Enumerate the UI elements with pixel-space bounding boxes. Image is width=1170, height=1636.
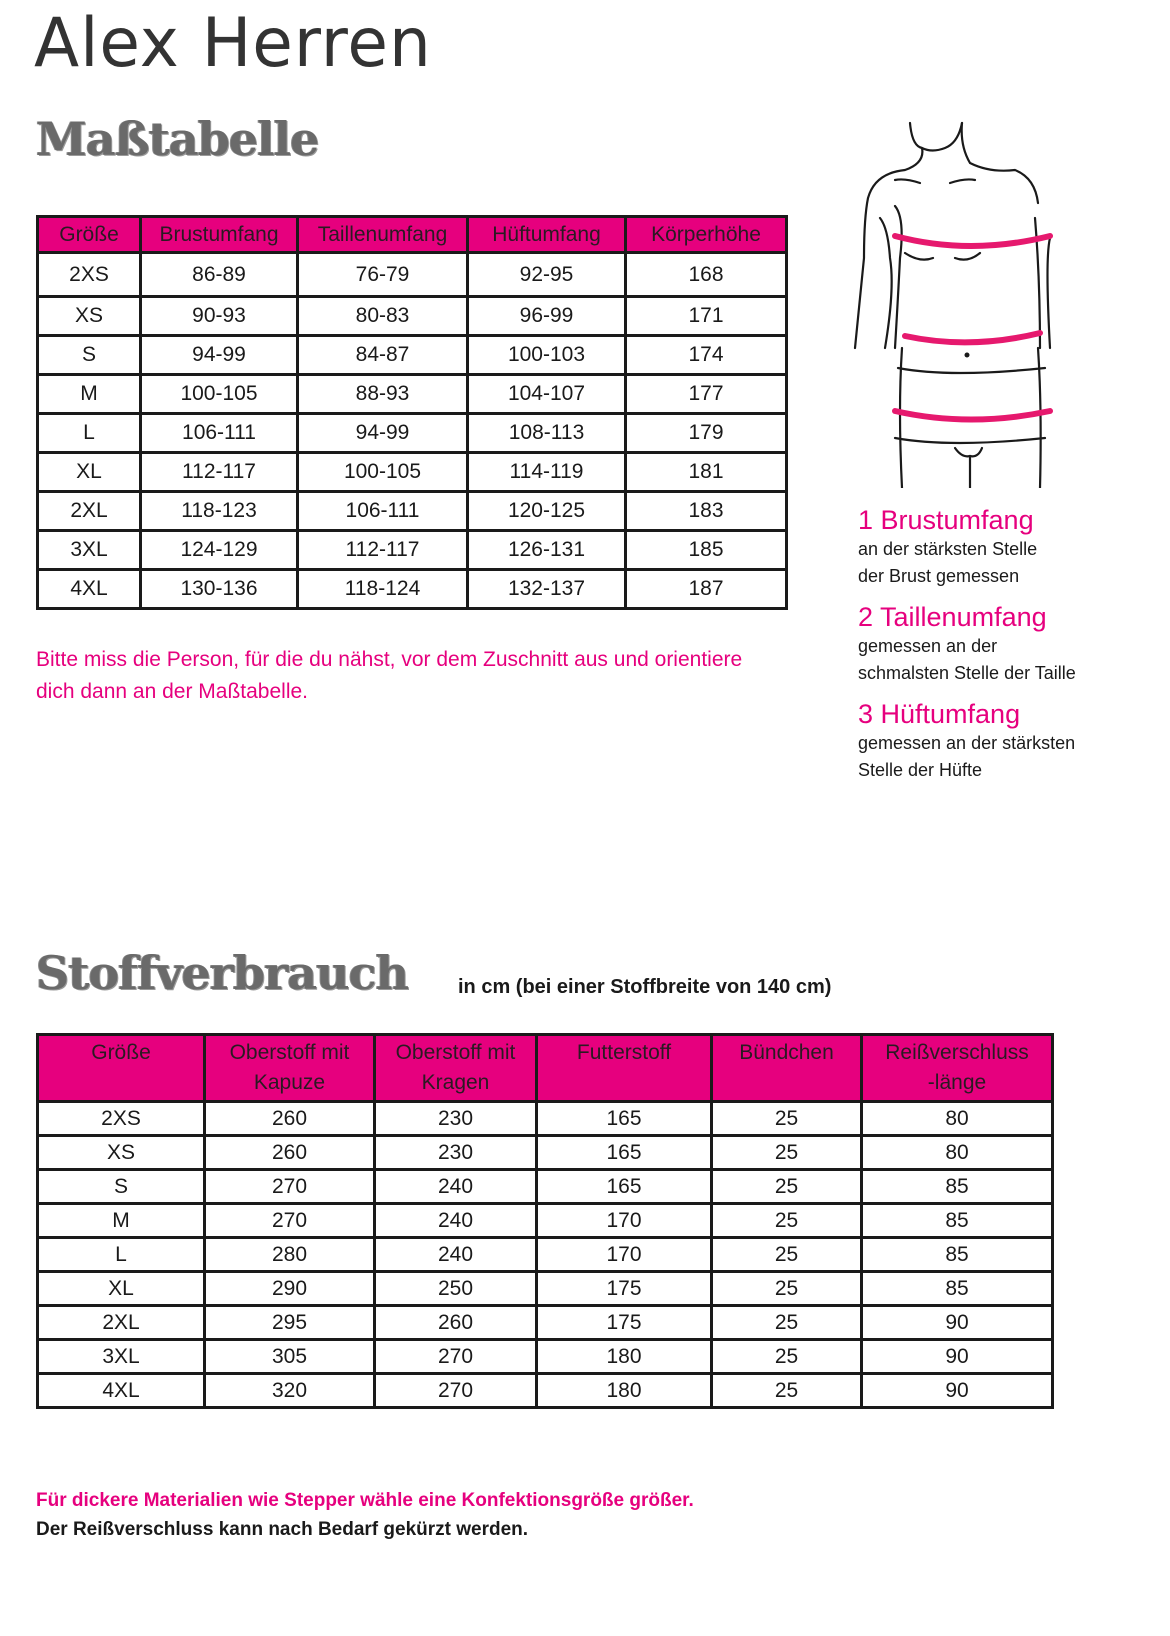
legend-line: gemessen an der stärksten xyxy=(858,733,1076,753)
table-cell: 260 xyxy=(205,1102,375,1136)
table-cell: 112-117 xyxy=(141,453,298,492)
table-cell: L xyxy=(38,414,141,453)
table-cell: 320 xyxy=(205,1374,375,1408)
measure-instruction: Bitte miss die Person, für die du nähst, vor dem Zuschnitt aus und orientiere dich dann an der Maßtabelle. xyxy=(36,648,743,703)
table-cell: M xyxy=(38,375,141,414)
column-header: Hüftumfang xyxy=(468,217,626,253)
table-cell: 230 xyxy=(375,1136,537,1170)
table-cell: 4XL xyxy=(38,1374,205,1408)
column-header: Taillenumfang xyxy=(298,217,468,253)
table-cell: 295 xyxy=(205,1306,375,1340)
table-row xyxy=(38,1272,1053,1306)
table-cell: 170 xyxy=(537,1204,712,1238)
table-cell: 250 xyxy=(375,1272,537,1306)
column-header-line: -länge xyxy=(927,1071,987,1094)
brand-title: Alex Herren xyxy=(34,4,432,83)
measurement-lines xyxy=(895,236,1050,420)
hip-line xyxy=(895,411,1050,420)
table-cell: 270 xyxy=(205,1170,375,1204)
fabric-unit-note: in cm (bei einer Stoffbreite von 140 cm) xyxy=(458,976,832,998)
table-cell: 132-137 xyxy=(468,570,626,609)
table-cell: 165 xyxy=(537,1170,712,1204)
table-header-row xyxy=(38,217,787,253)
table-cell: 25 xyxy=(712,1272,862,1306)
table-cell: 175 xyxy=(537,1272,712,1306)
table-cell: 106-111 xyxy=(141,414,298,453)
size-chart-table xyxy=(36,215,788,610)
table-row xyxy=(38,1170,1053,1204)
table-cell: 187 xyxy=(626,570,787,609)
table-cell: 175 xyxy=(537,1306,712,1340)
table-cell: 4XL xyxy=(38,570,141,609)
table-row xyxy=(38,1374,1053,1408)
table-cell: 185 xyxy=(626,531,787,570)
column-header-line: Oberstoff mit xyxy=(395,1041,516,1064)
table-cell: 181 xyxy=(626,453,787,492)
column-header xyxy=(862,1035,1053,1102)
table-cell: 170 xyxy=(537,1238,712,1272)
waist-line xyxy=(905,333,1040,342)
column-header xyxy=(205,1035,375,1102)
table-cell: 114-119 xyxy=(468,453,626,492)
legend-waist xyxy=(858,601,1158,687)
table-row xyxy=(38,570,787,609)
table-row xyxy=(38,492,787,531)
column-header-line: Bündchen xyxy=(739,1041,834,1064)
table-cell: 165 xyxy=(537,1136,712,1170)
table-cell: 118-123 xyxy=(141,492,298,531)
table-cell: 240 xyxy=(375,1170,537,1204)
legend-hip xyxy=(858,698,1158,784)
table-cell: 168 xyxy=(626,253,787,297)
column-header xyxy=(537,1035,712,1102)
table-cell: 3XL xyxy=(38,1340,205,1374)
column-header: Größe xyxy=(38,217,141,253)
table-cell: 25 xyxy=(712,1306,862,1340)
table-cell: 260 xyxy=(205,1136,375,1170)
column-header-line: Futterstoff xyxy=(576,1041,672,1064)
thick-material-note: Für dickere Materialien wie Stepper wähle eine Konfektionsgröße größer. xyxy=(36,1490,694,1511)
table-cell: 25 xyxy=(712,1204,862,1238)
table-row xyxy=(38,336,787,375)
table-header-row xyxy=(38,1035,1053,1102)
table-row xyxy=(38,375,787,414)
table-cell: 120-125 xyxy=(468,492,626,531)
column-header-line: Kapuze xyxy=(253,1071,326,1094)
table-cell: 290 xyxy=(205,1272,375,1306)
table-cell: 171 xyxy=(626,297,787,336)
table-cell: 76-79 xyxy=(298,253,468,297)
table-cell: 270 xyxy=(375,1340,537,1374)
table-cell: 84-87 xyxy=(298,336,468,375)
navel-dot xyxy=(965,353,970,358)
table-row xyxy=(38,1238,1053,1272)
column-header: Brustumfang xyxy=(141,217,298,253)
table-cell: 305 xyxy=(205,1340,375,1374)
table-cell: 179 xyxy=(626,414,787,453)
table-cell: 124-129 xyxy=(141,531,298,570)
table-cell: 180 xyxy=(537,1374,712,1408)
table-cell: 240 xyxy=(375,1238,537,1272)
table-cell: 80 xyxy=(862,1102,1053,1136)
table-cell: 85 xyxy=(862,1170,1053,1204)
column-header xyxy=(38,1035,205,1102)
table-cell: 25 xyxy=(712,1238,862,1272)
table-cell: 25 xyxy=(712,1374,862,1408)
table-cell: 2XL xyxy=(38,492,141,531)
body-outline xyxy=(855,123,1050,488)
fabric-chart-title: Stoffverbrauch xyxy=(36,946,409,1000)
table-cell: 90-93 xyxy=(141,297,298,336)
table-row xyxy=(38,453,787,492)
table-row xyxy=(38,1102,1053,1136)
table-row xyxy=(38,1204,1053,1238)
table-cell: 90 xyxy=(862,1340,1053,1374)
legend-line: der Brust gemessen xyxy=(858,566,1020,586)
table-cell: 112-117 xyxy=(298,531,468,570)
table-cell: 130-136 xyxy=(141,570,298,609)
legend-line: Stelle der Hüfte xyxy=(858,760,983,780)
table-cell: 80 xyxy=(862,1136,1053,1170)
table-cell: 25 xyxy=(712,1102,862,1136)
table-cell: 106-111 xyxy=(298,492,468,531)
table-cell: XL xyxy=(38,1272,205,1306)
table-row xyxy=(38,531,787,570)
zipper-note: Der Reißverschluss kann nach Bedarf gekürzt werden. xyxy=(36,1519,529,1540)
column-header-line: Größe xyxy=(91,1041,151,1064)
legend-heading: 3 Hüftumfang xyxy=(858,699,1021,729)
column-header-line: Kragen xyxy=(421,1071,490,1094)
table-cell: 104-107 xyxy=(468,375,626,414)
table-cell: 2XL xyxy=(38,1306,205,1340)
table-cell: 90 xyxy=(862,1374,1053,1408)
table-cell: 180 xyxy=(537,1340,712,1374)
legend-line: an der stärksten Stelle xyxy=(858,539,1038,559)
table-cell: 2XS xyxy=(38,253,141,297)
column-header-line: Reißverschluss xyxy=(885,1041,1029,1064)
table-cell: 126-131 xyxy=(468,531,626,570)
table-cell: S xyxy=(38,336,141,375)
legend-heading: 2 Taillenumfang xyxy=(858,602,1047,632)
table-cell: 108-113 xyxy=(468,414,626,453)
table-cell: 85 xyxy=(862,1238,1053,1272)
body-measurement-figure xyxy=(850,118,1110,488)
table-row xyxy=(38,297,787,336)
table-row xyxy=(38,1340,1053,1374)
table-cell: 230 xyxy=(375,1102,537,1136)
table-cell: 280 xyxy=(205,1238,375,1272)
table-cell: 88-93 xyxy=(298,375,468,414)
table-cell: 80-83 xyxy=(298,297,468,336)
table-cell: 94-99 xyxy=(298,414,468,453)
table-cell: 174 xyxy=(626,336,787,375)
table-cell: 100-105 xyxy=(141,375,298,414)
table-cell: 96-99 xyxy=(468,297,626,336)
table-cell: XL xyxy=(38,453,141,492)
table-cell: L xyxy=(38,1238,205,1272)
table-cell: 3XL xyxy=(38,531,141,570)
table-row xyxy=(38,1136,1053,1170)
table-cell: XS xyxy=(38,297,141,336)
table-cell: 2XS xyxy=(38,1102,205,1136)
table-cell: 118-124 xyxy=(298,570,468,609)
table-row xyxy=(38,253,787,297)
column-header-line: Oberstoff mit xyxy=(229,1041,350,1064)
table-cell: 94-99 xyxy=(141,336,298,375)
fabric-chart-table xyxy=(36,1033,1054,1409)
table-cell: XS xyxy=(38,1136,205,1170)
table-cell: M xyxy=(38,1204,205,1238)
table-cell: 25 xyxy=(712,1170,862,1204)
table-cell: 85 xyxy=(862,1204,1053,1238)
legend-chest xyxy=(858,504,1158,590)
table-cell: 100-103 xyxy=(468,336,626,375)
table-cell: 165 xyxy=(537,1102,712,1136)
legend-line: gemessen an der xyxy=(858,636,998,656)
table-cell: 25 xyxy=(712,1136,862,1170)
table-cell: 270 xyxy=(375,1374,537,1408)
size-chart-title: Maßtabelle xyxy=(36,112,319,166)
table-cell: 183 xyxy=(626,492,787,531)
table-row xyxy=(38,1306,1053,1340)
table-cell: 85 xyxy=(862,1272,1053,1306)
table-cell: 90 xyxy=(862,1306,1053,1340)
legend-heading: 1 Brustumfang xyxy=(858,505,1034,535)
table-cell: 100-105 xyxy=(298,453,468,492)
table-cell: S xyxy=(38,1170,205,1204)
column-header xyxy=(712,1035,862,1102)
table-cell: 92-95 xyxy=(468,253,626,297)
table-row xyxy=(38,414,787,453)
table-cell: 177 xyxy=(626,375,787,414)
table-cell: 25 xyxy=(712,1340,862,1374)
table-cell: 240 xyxy=(375,1204,537,1238)
legend-line: schmalsten Stelle der Taille xyxy=(858,663,1076,683)
table-cell: 86-89 xyxy=(141,253,298,297)
column-header: Körperhöhe xyxy=(626,217,787,253)
table-cell: 270 xyxy=(205,1204,375,1238)
column-header xyxy=(375,1035,537,1102)
table-cell: 260 xyxy=(375,1306,537,1340)
chest-line xyxy=(895,236,1050,246)
